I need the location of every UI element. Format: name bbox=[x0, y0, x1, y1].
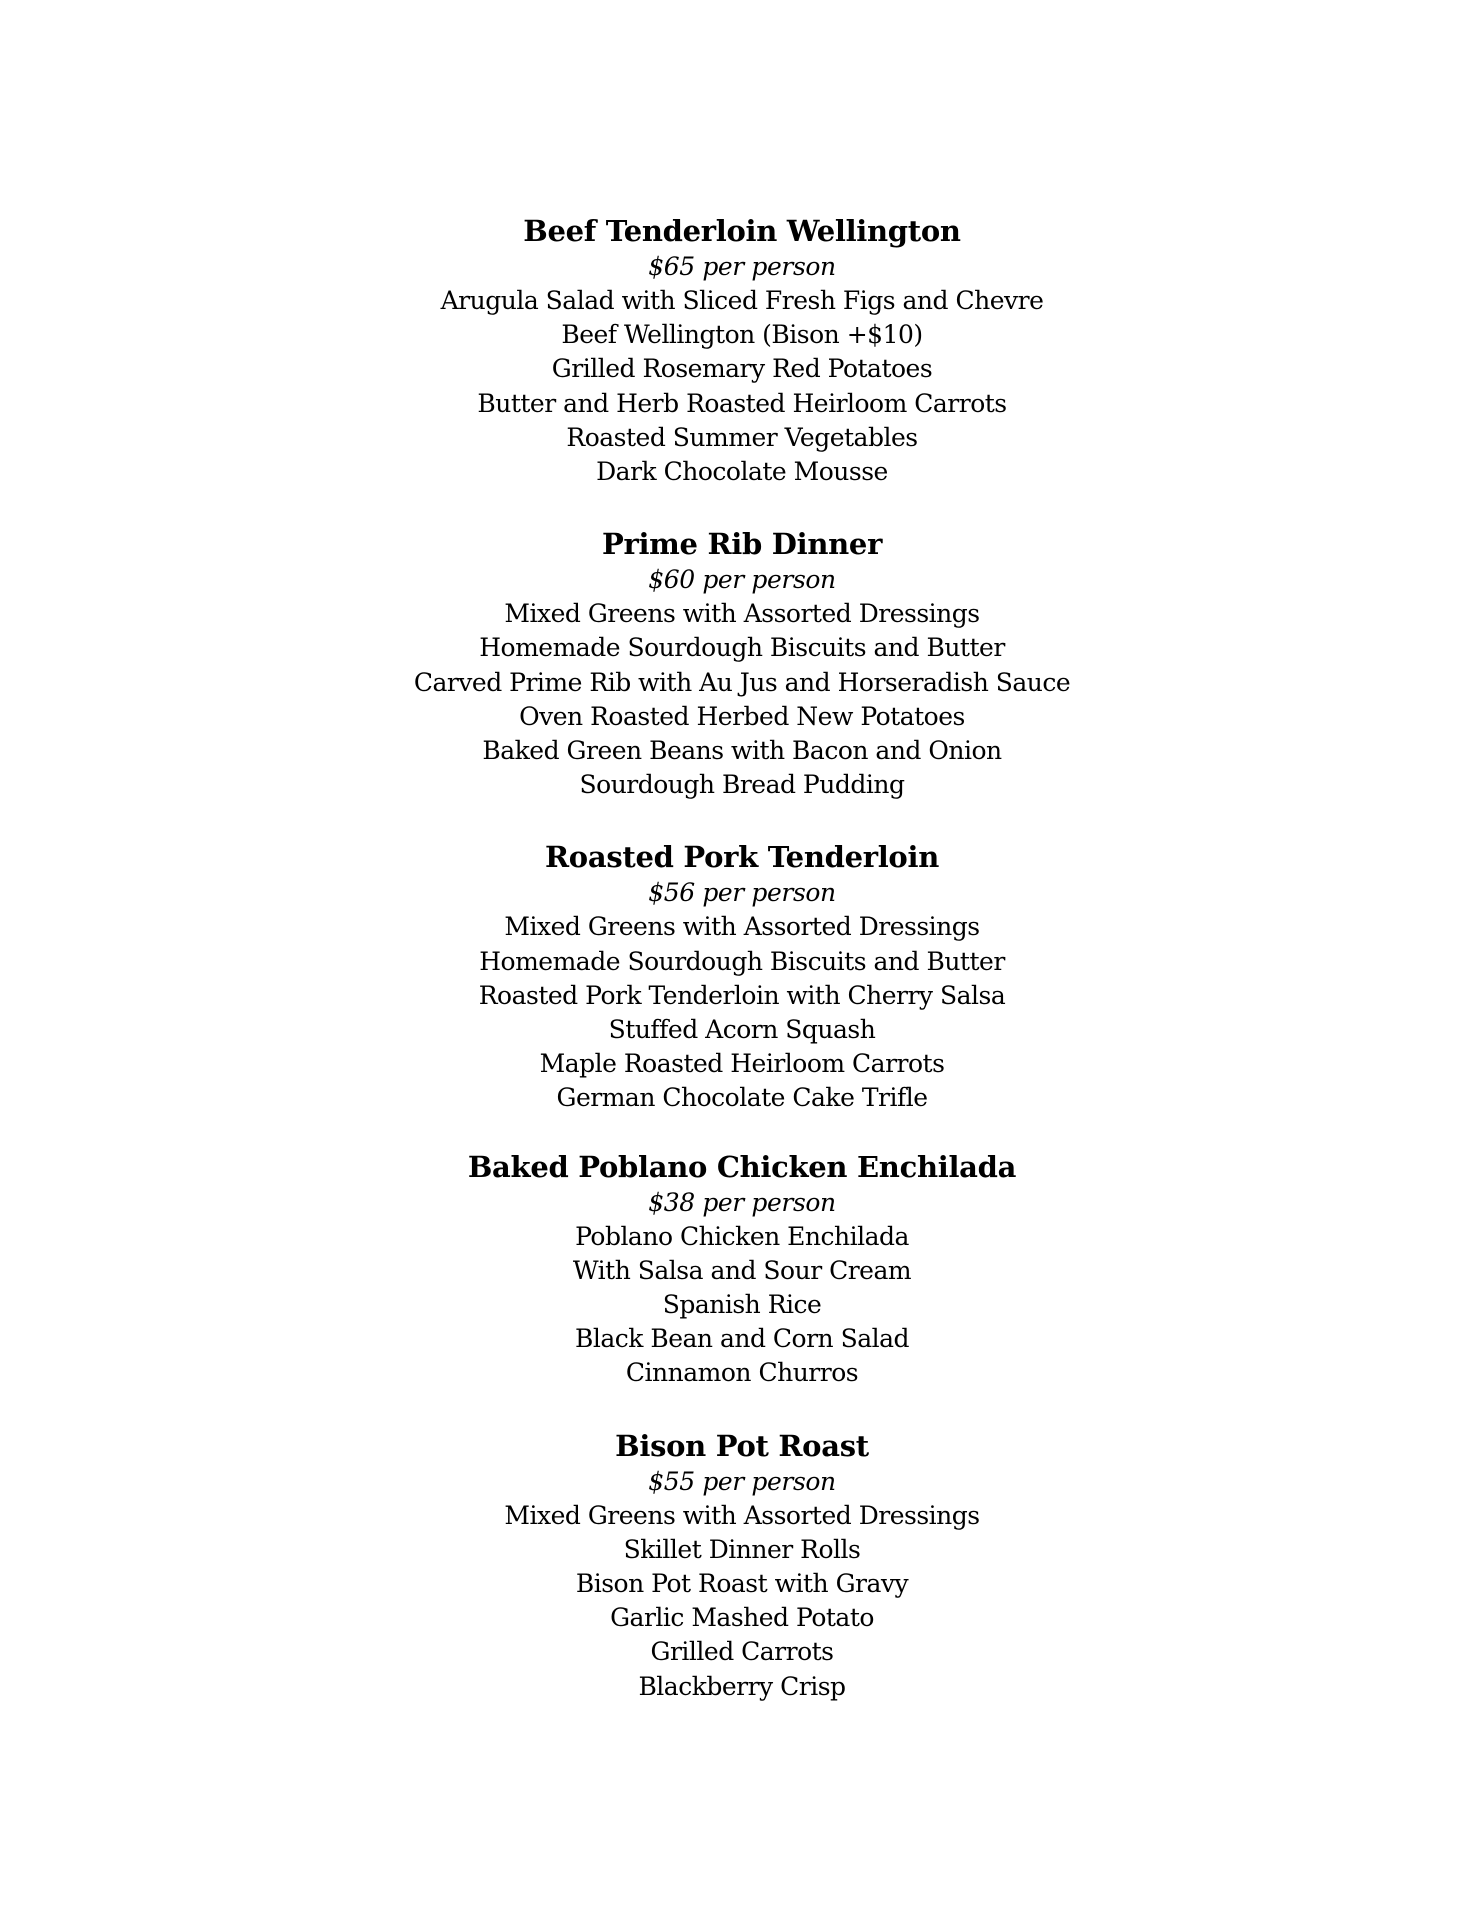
menu-price: $55 per person bbox=[648, 1466, 836, 1496]
menu-item: With Salsa and Sour Cream bbox=[572, 1255, 912, 1285]
menu-item: Roasted Summer Vegetables bbox=[566, 422, 918, 452]
menu-item: Garlic Mashed Potato bbox=[610, 1603, 874, 1633]
menu-item: Homemade Sourdough Biscuits and Butter bbox=[479, 946, 1005, 976]
menu-section-pork-tenderloin bbox=[0, 838, 1484, 1115]
menu-item: Roasted Pork Tenderloin with Cherry Salsa bbox=[478, 980, 1006, 1010]
menu-item: Grilled Rosemary Red Potatoes bbox=[551, 354, 933, 384]
menu-section-poblano-enchilada bbox=[0, 1148, 1484, 1391]
menu-items-list bbox=[0, 1499, 1484, 1704]
menu-section-prime-rib bbox=[0, 525, 1484, 802]
menu-item: Stuffed Acorn Squash bbox=[608, 1015, 876, 1045]
menu-item: Maple Roasted Heirloom Carrots bbox=[539, 1049, 945, 1079]
menu-item: Mixed Greens with Assorted Dressings bbox=[504, 1500, 980, 1530]
menu-section-beef-wellington bbox=[0, 212, 1484, 489]
menu-item: Butter and Herb Roasted Heirloom Carrots bbox=[477, 388, 1007, 418]
menu-item: Cinnamon Churros bbox=[625, 1358, 859, 1388]
menu-items-list bbox=[0, 1220, 1484, 1391]
menu-item: Spanish Rice bbox=[662, 1290, 822, 1320]
menu-price: $60 per person bbox=[648, 565, 836, 595]
menu-item: Mixed Greens with Assorted Dressings bbox=[504, 599, 980, 629]
menu-item: Carved Prime Rib with Au Jus and Horseradish Sauce bbox=[413, 667, 1071, 697]
menu-item: German Chocolate Cake Trifle bbox=[556, 1083, 928, 1113]
menu-item: Black Bean and Corn Salad bbox=[574, 1324, 910, 1354]
menu-section-bison-pot-roast bbox=[0, 1427, 1484, 1704]
menu-title: Prime Rib Dinner bbox=[601, 527, 883, 562]
menu-item: Arugula Salad with Sliced Fresh Figs and Chevre bbox=[440, 286, 1044, 315]
menu-item: Blackberry Crisp bbox=[638, 1671, 846, 1701]
menu-price: $65 per person bbox=[648, 252, 836, 281]
menu-title: Bison Pot Roast bbox=[615, 1428, 869, 1463]
menu-price: $38 per person bbox=[648, 1187, 836, 1217]
menu-item: Beef Wellington (Bison +$10) bbox=[561, 320, 923, 350]
menu-title: Baked Poblano Chicken Enchilada bbox=[467, 1149, 1017, 1184]
menu-item: Oven Roasted Herbed New Potatoes bbox=[519, 701, 965, 731]
menu-item: Sourdough Bread Pudding bbox=[579, 770, 905, 800]
menu-item: Baked Green Beans with Bacon and Onion bbox=[482, 736, 1002, 766]
menu-item: Homemade Sourdough Biscuits and Butter bbox=[479, 633, 1005, 663]
menu-items-list bbox=[0, 910, 1484, 1115]
menu-item: Skillet Dinner Rolls bbox=[623, 1534, 861, 1564]
menu-item: Poblano Chicken Enchilada bbox=[575, 1221, 909, 1251]
menu-item: Mixed Greens with Assorted Dressings bbox=[504, 912, 980, 942]
menu-price: $56 per person bbox=[648, 878, 836, 908]
menu-item: Dark Chocolate Mousse bbox=[596, 457, 888, 487]
menu-item: Grilled Carrots bbox=[650, 1637, 834, 1667]
menu-items-list bbox=[0, 597, 1484, 802]
menu-items-list bbox=[0, 284, 1484, 489]
menu-item: Bison Pot Roast with Gravy bbox=[575, 1569, 909, 1599]
menu-document bbox=[0, 212, 1484, 1704]
menu-title: Roasted Pork Tenderloin bbox=[545, 840, 939, 875]
menu-title: Beef Tenderloin Wellington bbox=[523, 214, 961, 248]
